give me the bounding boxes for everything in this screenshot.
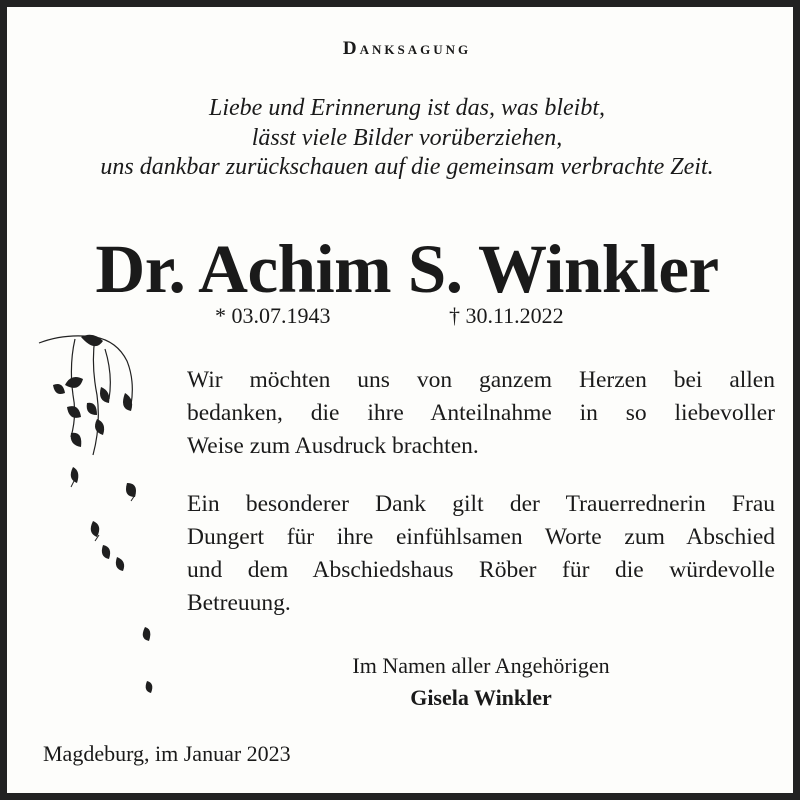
signer-name: Gisela Winkler (410, 685, 552, 710)
paragraph-line: Dungert für ihre einfühlsamen Worte zum Abschied (187, 524, 775, 550)
falling-leaves-icon (35, 325, 155, 725)
death-date: † 30.11.2022 (449, 303, 564, 328)
place-date: Magdeburg, im Januar 2023 (43, 741, 291, 766)
paragraph-line: bedanken, die ihre Anteilnahme in so liebevoller (187, 400, 775, 426)
verse-line: Liebe und Erinnerung ist das, was bleibt, (209, 95, 605, 121)
signature-block (187, 650, 775, 714)
deceased-name: Dr. Achim S. Winkler (95, 231, 719, 307)
verse-line: lässt viele Bilder vorüberziehen, (251, 124, 563, 151)
signoff-line: Im Namen aller Angehörigen (352, 653, 610, 678)
memorial-verse (7, 94, 800, 183)
paragraph-line: Ein besonderer Dank gilt der Trauerrednerin Frau (187, 491, 775, 517)
notice-heading: Danksagung (342, 38, 472, 59)
paragraph-line: Wir möchten uns von ganzem Herzen bei allen (187, 367, 775, 393)
paragraph-line: Weise zum Ausdruck brachten. (187, 433, 479, 459)
verse-line: uns dankbar zurückschauen auf die gemeinsam verbrachte Zeit. (100, 154, 714, 180)
thanks-paragraph-2 (187, 488, 775, 620)
thanks-paragraph-1 (187, 364, 775, 463)
birth-date: * 03.07.1943 (215, 303, 331, 328)
paragraph-line: und dem Abschiedshaus Röber für die würdevolle (187, 557, 775, 583)
paragraph-line: Betreuung. (187, 590, 291, 616)
